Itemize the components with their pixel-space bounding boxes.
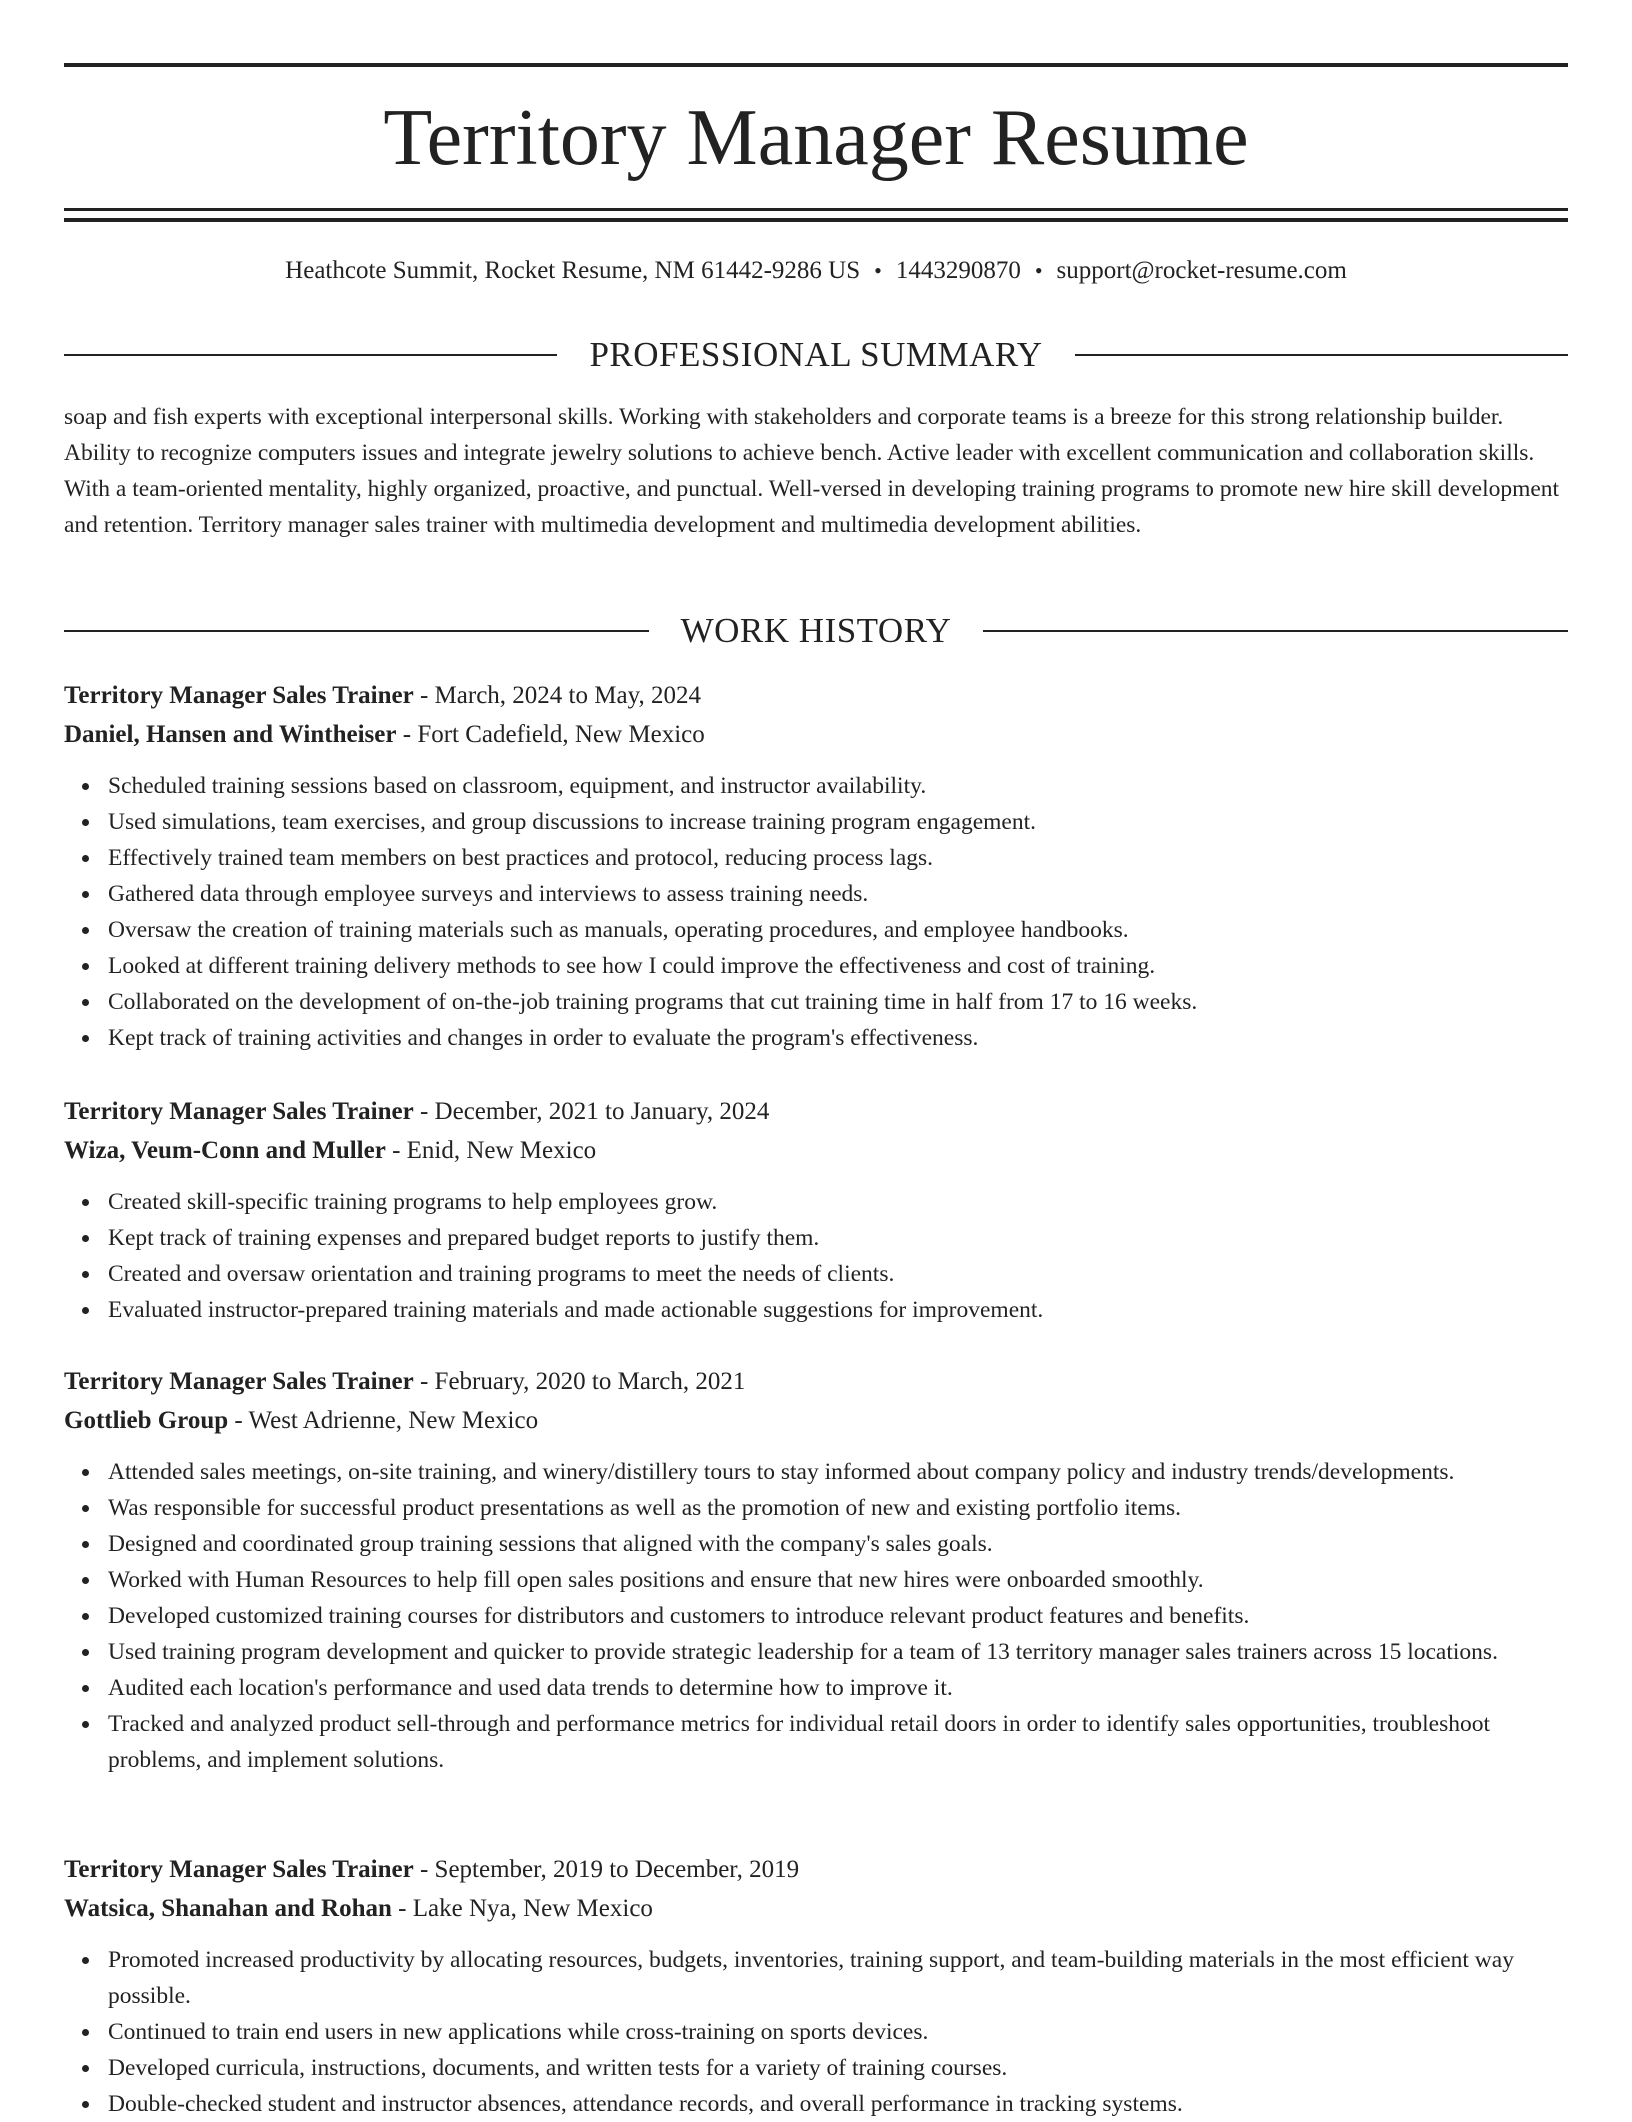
job-title-line [64, 1092, 1568, 1131]
summary-heading [64, 333, 1568, 377]
job-location: Lake Nya, New Mexico [412, 1895, 653, 1922]
job-bullets [64, 768, 1568, 1056]
job-company: Watsica, Shanahan and Rohan [64, 1895, 392, 1922]
job-title: Territory Manager Sales Trainer [64, 1856, 414, 1883]
job-company-line [64, 715, 1568, 754]
job-bullet: Developed customized training courses for distributors and customers to introduce relevant product features and benefits. [108, 1598, 1568, 1634]
job-location: Fort Cadefield, New Mexico [417, 721, 705, 748]
job-entry [64, 676, 1568, 1056]
work-history-heading [64, 609, 1568, 653]
job-bullet: Used training program development and quicker to provide strategic leadership for a team of 13 territory manager sales trainers across 15 locations. [108, 1634, 1568, 1670]
job-bullet: Evaluated instructor-prepared training materials and made actionable suggestions for improvement. [108, 1292, 1568, 1328]
job-company: Gottlieb Group [64, 1407, 229, 1434]
heading-rule-left [64, 354, 557, 356]
work-history-heading-label: WORK HISTORY [680, 611, 952, 650]
job-company: Daniel, Hansen and Wintheiser [64, 721, 397, 748]
page-title: Territory Manager Resume [383, 94, 1249, 182]
job-bullet: Scheduled training sessions based on classroom, equipment, and instructor availability. [108, 768, 1568, 804]
job-bullet: Worked with Human Resources to help fill open sales positions and ensure that new hires were onboarded smoothly. [108, 1562, 1568, 1598]
summary-heading-label: PROFESSIONAL SUMMARY [589, 335, 1043, 374]
contact-phone: 1443290870 [895, 257, 1021, 284]
job-bullet: Effectively trained team members on best practices and protocol, reducing process lags. [108, 840, 1568, 876]
job-bullet: Tracked and analyzed product sell-through and performance metrics for individual retail doors in order to identify sales opportunities, troubleshoot problems, and implement solutions. [108, 1706, 1568, 1778]
contact-separator: • [874, 258, 882, 283]
heading-rule-left [64, 630, 649, 632]
job-bullet: Used simulations, team exercises, and group discussions to increase training program engagement. [108, 804, 1568, 840]
job-location: Enid, New Mexico [406, 1137, 597, 1164]
job-bullet: Oversaw the creation of training materials such as manuals, operating procedures, and employee handbooks. [108, 912, 1568, 948]
job-bullet: Gathered data through employee surveys and interviews to assess training needs. [108, 876, 1568, 912]
job-entry [64, 1850, 1568, 2122]
job-dash: - [413, 1098, 435, 1125]
job-bullet: Developed curricula, instructions, documents, and written tests for a variety of training courses. [108, 2050, 1568, 2086]
job-bullet: Kept track of training expenses and prepared budget reports to justify them. [108, 1220, 1568, 1256]
job-company: Wiza, Veum-Conn and Muller [64, 1137, 386, 1164]
job-title: Territory Manager Sales Trainer [64, 1098, 414, 1125]
job-dates: March, 2024 to May, 2024 [434, 682, 701, 709]
contact-separator: • [1034, 258, 1043, 283]
job-bullet: Continued to train end users in new applications while cross-training on sports devices. [108, 2014, 1568, 2050]
job-bullet: Collaborated on the development of on-the-job training programs that cut training time in half from 17 to 16 weeks. [108, 984, 1568, 1020]
job-dash: - [385, 1137, 407, 1164]
summary-text: soap and fish experts with exceptional interpersonal skills. Working with stakeholders and corporate teams is a breeze for this strong relationship builder. Ability to recognize computers issues and integrate jewelry solutions to achieve bench. Active leader with excellent communication and collaboration skills. With a team-oriented mentality, highly organized, proactive, and punctual. Well-versed in developing training programs to promote new hire skill development and retention. Territory manager sales trainer with multimedia development and multimedia development abilities. [64, 404, 1560, 538]
job-bullet: Audited each location's performance and used data trends to determine how to improve it. [108, 1670, 1568, 1706]
job-dash: - [413, 1368, 435, 1395]
job-bullet: Promoted increased productivity by allocating resources, budgets, inventories, training support, and team-building materials in the most efficient way possible. [108, 1942, 1568, 2014]
job-bullets [64, 1454, 1568, 1778]
heading-rule-right [1075, 354, 1568, 356]
job-company-line [64, 1889, 1568, 1928]
job-bullets [64, 1184, 1568, 1328]
job-bullet: Double-checked student and instructor absences, attendance records, and overall performance in tracking systems. [108, 2086, 1568, 2122]
job-bullets [64, 1942, 1568, 2122]
job-dates: February, 2020 to March, 2021 [434, 1368, 746, 1395]
job-bullet: Created skill-specific training programs to help employees grow. [108, 1184, 1568, 1220]
contact-address: Heathcote Summit, Rocket Resume, NM 61442-9286 US [285, 257, 861, 284]
job-bullet: Was responsible for successful product presentations as well as the promotion of new and existing portfolio items. [108, 1490, 1568, 1526]
job-dash: - [396, 721, 418, 748]
job-location: West Adrienne, New Mexico [248, 1407, 539, 1434]
top-rule [64, 63, 1568, 67]
contact-line [64, 254, 1568, 288]
job-dates: September, 2019 to December, 2019 [434, 1856, 800, 1883]
job-entry [64, 1362, 1568, 1778]
job-bullet: Looked at different training delivery methods to see how I could improve the effectiveness and cost of training. [108, 948, 1568, 984]
job-title: Territory Manager Sales Trainer [64, 682, 414, 709]
job-title-line [64, 1362, 1568, 1401]
job-bullet: Created and oversaw orientation and training programs to meet the needs of clients. [108, 1256, 1568, 1292]
job-bullet: Designed and coordinated group training sessions that aligned with the company's sales goals. [108, 1526, 1568, 1562]
job-dates: December, 2021 to January, 2024 [434, 1098, 770, 1125]
title-double-rule [64, 208, 1568, 222]
job-title: Territory Manager Sales Trainer [64, 1368, 414, 1395]
job-title-line [64, 676, 1568, 715]
job-entry [64, 1092, 1568, 1328]
job-dash: - [391, 1895, 413, 1922]
job-bullet: Attended sales meetings, on-site training, and winery/distillery tours to stay informed about company policy and industry trends/developments. [108, 1454, 1568, 1490]
job-dash: - [413, 1856, 435, 1883]
job-dash: - [228, 1407, 249, 1434]
job-title-line [64, 1850, 1568, 1889]
job-dash: - [413, 682, 435, 709]
contact-email: support@rocket-resume.com [1056, 257, 1347, 284]
job-company-line [64, 1401, 1568, 1440]
job-bullet: Kept track of training activities and changes in order to evaluate the program's effectiveness. [108, 1020, 1568, 1056]
job-company-line [64, 1131, 1568, 1170]
heading-rule-right [983, 630, 1568, 632]
